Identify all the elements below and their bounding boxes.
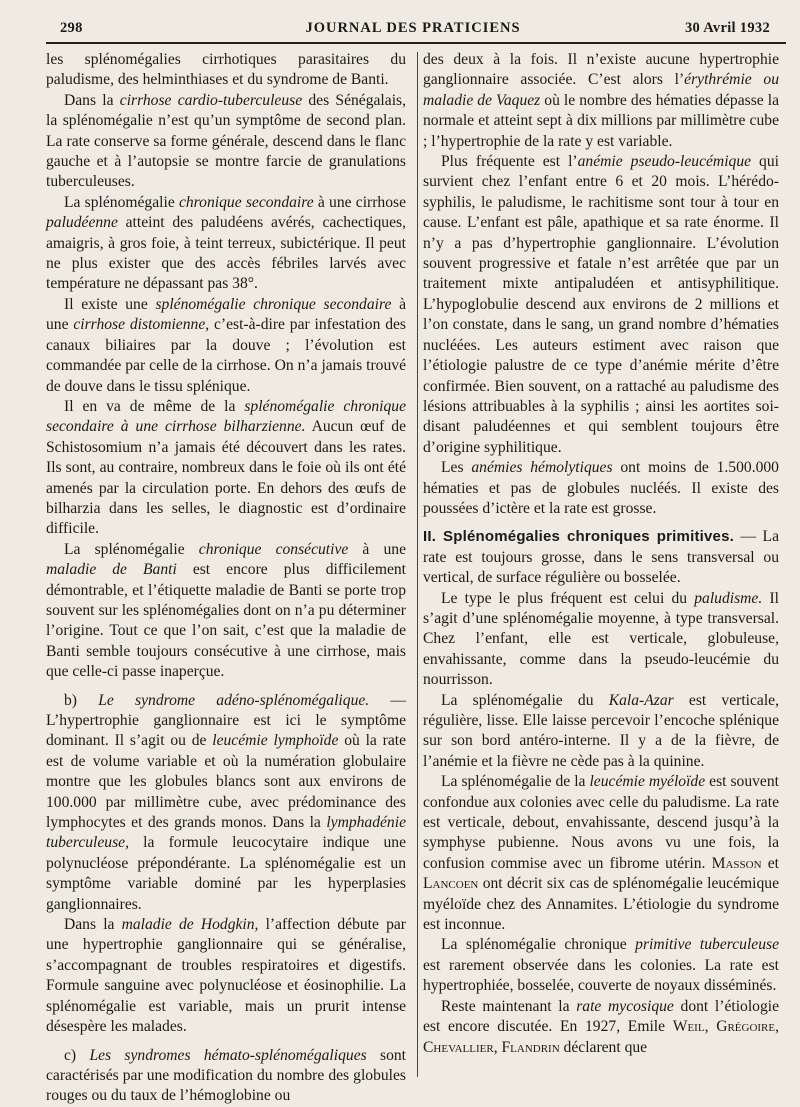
italic-text: splénomégalie chronique secondaire à une cirrhose bilharzienne. xyxy=(46,397,407,436)
italic-text: splénomégalie chronique secondaire xyxy=(155,295,392,313)
text-run: La splénomégalie chronique xyxy=(441,936,636,954)
text-run: Lancoen xyxy=(423,875,479,893)
text-run: dont l’étiologie est encore discutée. En 1927, Emile xyxy=(423,997,780,1036)
text-run: Il existe une xyxy=(64,295,156,313)
text-run: c’est-à-dire par infestation des canaux biliaires par la douve ; l’évolution est commandée par celle de la cirrhose. On n’a jamais trouvé de douve dans le tissu splénique. xyxy=(46,316,406,395)
italic-text: primitive tuberculeuse xyxy=(635,936,779,954)
text-run: b) xyxy=(64,691,99,709)
italic-text: Le syndrome adéno-splénomégalique. xyxy=(98,691,370,709)
section-heading-paragraph xyxy=(423,527,779,588)
italic-text: Kala-Azar xyxy=(608,691,674,709)
paragraph xyxy=(423,458,779,519)
text-run: Dans la xyxy=(64,91,120,109)
text-run: ont décrit six cas de splénomégalie leucémique myéloïde chez des Annamites. L’étiologie du syndrome est inconnue. xyxy=(423,875,779,934)
text-run: Plus fréquente est l’ xyxy=(441,153,578,171)
text-run: les splénomégalies cirrhotiques parasitaires du paludisme, des helminthiases et du syndrome de Banti. xyxy=(46,51,406,89)
left-column xyxy=(46,50,406,1107)
text-run: La splénomégalie du xyxy=(441,691,609,709)
text-run: l’affection débute par une hypertrophie ganglionnaire qui se généralise, s’accompagnant de troubles respiratoires et digestifs. Formule sanguine avec polynucléose et éosinophilie. La splénomégalie est variable, mais un prurit intense désespère les malades. xyxy=(46,916,406,1036)
text-run: où la rate est de volume variable et où la numération globulaire montre que les globules blancs sont aux environs de 100.000 par millimètre cube, avec prédominance des lymphocytes et des grands monos. Dans la xyxy=(46,732,406,832)
italic-text: rate mycosique xyxy=(576,997,674,1015)
text-run: Il s’agit d’une splénomégalie moyenne, à type transversal. Chez l’enfant, elle est verticale, globuleuse, envahissante, comme dans la pseudo-leucémie du nourrisson. xyxy=(423,589,779,689)
text-run: à une xyxy=(46,295,406,334)
text-run: Dans la xyxy=(64,916,122,934)
paragraph xyxy=(46,1046,406,1107)
italic-text: maladie de Hodgkin, xyxy=(121,916,259,934)
italic-text: anémies hémolytiques xyxy=(471,459,613,477)
text-run: la formule leucocytaire indique une polynucléose prépondérante. La splénomégalie est un symptôme variable dominé par les hyperplasies ganglionnaires. xyxy=(46,834,406,913)
italic-text: maladie de Banti xyxy=(46,561,177,579)
text-run: déclarent que xyxy=(559,1038,648,1056)
text-run: atteint des paludéens avérés, cachectiques, amaigris, à gros foie, à teint terreux, subictérique. Il peut ne plus exister que des accès fébriles larvés avec température ne dépassant pas 38°. xyxy=(46,214,406,293)
column-divider xyxy=(417,52,418,1077)
paragraph xyxy=(423,589,779,691)
text-run: des deux à la fois. Il n’existe aucune hypertrophie ganglionnaire associée. C’est alors l’ xyxy=(423,51,779,89)
text-run: est souvent confondue aux colonies avec celle du paludisme. La rate est verticale, debout, envahissante, descend jusqu’à la symphyse pubienne. Nous avons vu une fois, la confusion commise avec un fibrome utérin. xyxy=(423,773,779,872)
italic-text: érythrémie ou maladie de Vaquez xyxy=(423,71,779,109)
text-run: Reste maintenant la xyxy=(441,997,577,1015)
running-header xyxy=(46,16,780,38)
text-run: La splénomégalie xyxy=(64,193,179,211)
text-run: c) xyxy=(64,1046,90,1064)
text-run: des Sénégalais, la splénomégalie n’est qu’un symptôme de second plan. La rate conserve sa forme générale, descend dans le flanc gauche et à l’autopsie se montre farcie de granulations tuberculeuses. xyxy=(46,91,406,191)
journal-title: JOURNAL DES PRATICIENS xyxy=(305,20,521,36)
right-column xyxy=(423,50,779,1058)
italic-text: anémie pseudo-leucémique xyxy=(577,153,752,171)
text-run: sont caractérisés par une modification du nombre des globules rouges ou du taux de l’hémoglobine ou xyxy=(46,1046,406,1105)
text-run: et xyxy=(761,854,779,872)
italic-text: paludisme. xyxy=(694,589,763,607)
text-run: La splénomégalie de la xyxy=(441,773,590,791)
text-run: Aucun œuf de Schistosomium n’a jamais été découvert dans les rates. Ils sont, au contraire, nombreux dans le foie où ils ont été amenés par la circulation porte. En dehors des œufs de bilharzia dans les selles, le diagnostic est d’ordinaire difficile. xyxy=(46,418,406,538)
text-run: est encore plus difficilement démontrable, et l’étiquette maladie de Banti se porte trop souvent sur les splénomégalies dont on n’a pu déterminer l’origine. Tout ce que l’on sait, c’est que la maladie de Banti semble toujours consécutive à une cirrhose, mais que celle-ci passe inaperçue. xyxy=(46,561,407,681)
italic-text: lymphadénie tuberculeuse, xyxy=(46,814,406,852)
text-run: Grégoire, Chevallier, Flandrin xyxy=(423,1018,780,1056)
italic-text: leucémie myéloïde xyxy=(589,773,706,791)
text-run: Masson xyxy=(711,854,762,872)
text-run: où le nombre des hématies dépasse la normale et atteint sept à dix millions par millimètre cube ; l’hypertrophie de la rate y est variable. xyxy=(423,91,779,150)
issue-date: 30 Avril 1932 xyxy=(685,20,770,36)
text-run: ont moins de 1.500.000 hématies et pas de globules nucléés. Il existe des poussées d’ictère et la rate est grosse. xyxy=(423,459,779,517)
paragraph xyxy=(46,295,406,397)
paragraph xyxy=(46,397,406,540)
text-run: qui survient chez l’enfant entre 6 et 20 mois. L’hérédo-syphilis, le paludisme, le rachitisme sont tour à tour en cause. L’enfant est pâle, apathique et sa rate énorme. Il n’y a pas d’hypertrophie ganglionnaire. L’évolution souvent progressive et fatale n’est arrêtée que par un traitement mixte antipaludéen et antisyphilitique. L’hypoglobulie descend aux environs de 2 millions et l’on constate, dans le sang, un grand nombre d’hématies nucléées. Les auteurs estiment avec raison que l’étiologie palustre de ce type d’anémie mérite d’être confirmée. Bien souvent, on a rattaché au paludisme des lésions attribuables à la syphilis ; ainsi les aortites soi-disant paludéennes et qui semblent toujours être d’origine syphilitique. xyxy=(423,153,779,456)
text-run: Weil, xyxy=(672,1018,709,1036)
text-run: La splénomégalie xyxy=(64,540,199,558)
paragraph xyxy=(423,152,779,458)
italic-text: paludéenne xyxy=(46,214,118,232)
text-run: — L’hypertrophie ganglionnaire est ici le symptôme dominant. Il s’agit ou de xyxy=(46,691,407,750)
text-run: Les xyxy=(441,459,472,477)
text-run: est rarement observée dans les colonies. La rate est hypertrophiée, bosselée, couverte de noyaux disséminés. xyxy=(423,956,779,995)
paragraph xyxy=(46,691,406,915)
text-run: à une xyxy=(348,540,406,558)
italic-text: cirrhose cardio-tuberculeuse xyxy=(119,91,303,109)
paragraph xyxy=(46,915,406,1037)
paragraph xyxy=(423,691,779,773)
italic-text: cirrhose distomienne, xyxy=(73,316,210,334)
text-run: Le type le plus fréquent est celui du xyxy=(441,589,695,607)
italic-text: leucémie lymphoïde xyxy=(212,732,339,750)
paragraph xyxy=(46,91,406,193)
paragraph xyxy=(423,935,779,996)
italic-text: Les syndromes hémato-splénomégaliques xyxy=(89,1046,367,1064)
text-run: est verticale, régulière, lisse. Elle laisse percevoir l’encoche splénique sur son bord antéro-interne. Il y a de la fièvre, de l’anémie et la fièvre ne cède pas à la quinine. xyxy=(423,691,779,770)
italic-text: chronique consécutive xyxy=(198,540,349,558)
italic-text: chronique secondaire xyxy=(178,193,314,211)
section-heading: II. Splénomégalies chroniques primitives. xyxy=(423,528,735,546)
paragraph xyxy=(423,997,779,1058)
page-number: 298 xyxy=(60,20,83,36)
paragraph xyxy=(46,50,406,91)
paragraph xyxy=(46,193,406,295)
text-run: à une cirrhose xyxy=(313,193,407,211)
paragraph xyxy=(423,50,779,152)
paragraph xyxy=(46,540,406,683)
text-run: — La rate est toujours grosse, dans le sens transversal ou vertical, de surface régulière ou bosselée. xyxy=(423,528,779,587)
header-rule xyxy=(46,42,786,44)
paragraph xyxy=(423,772,779,935)
text-run: Il en va de même de la xyxy=(64,397,245,415)
